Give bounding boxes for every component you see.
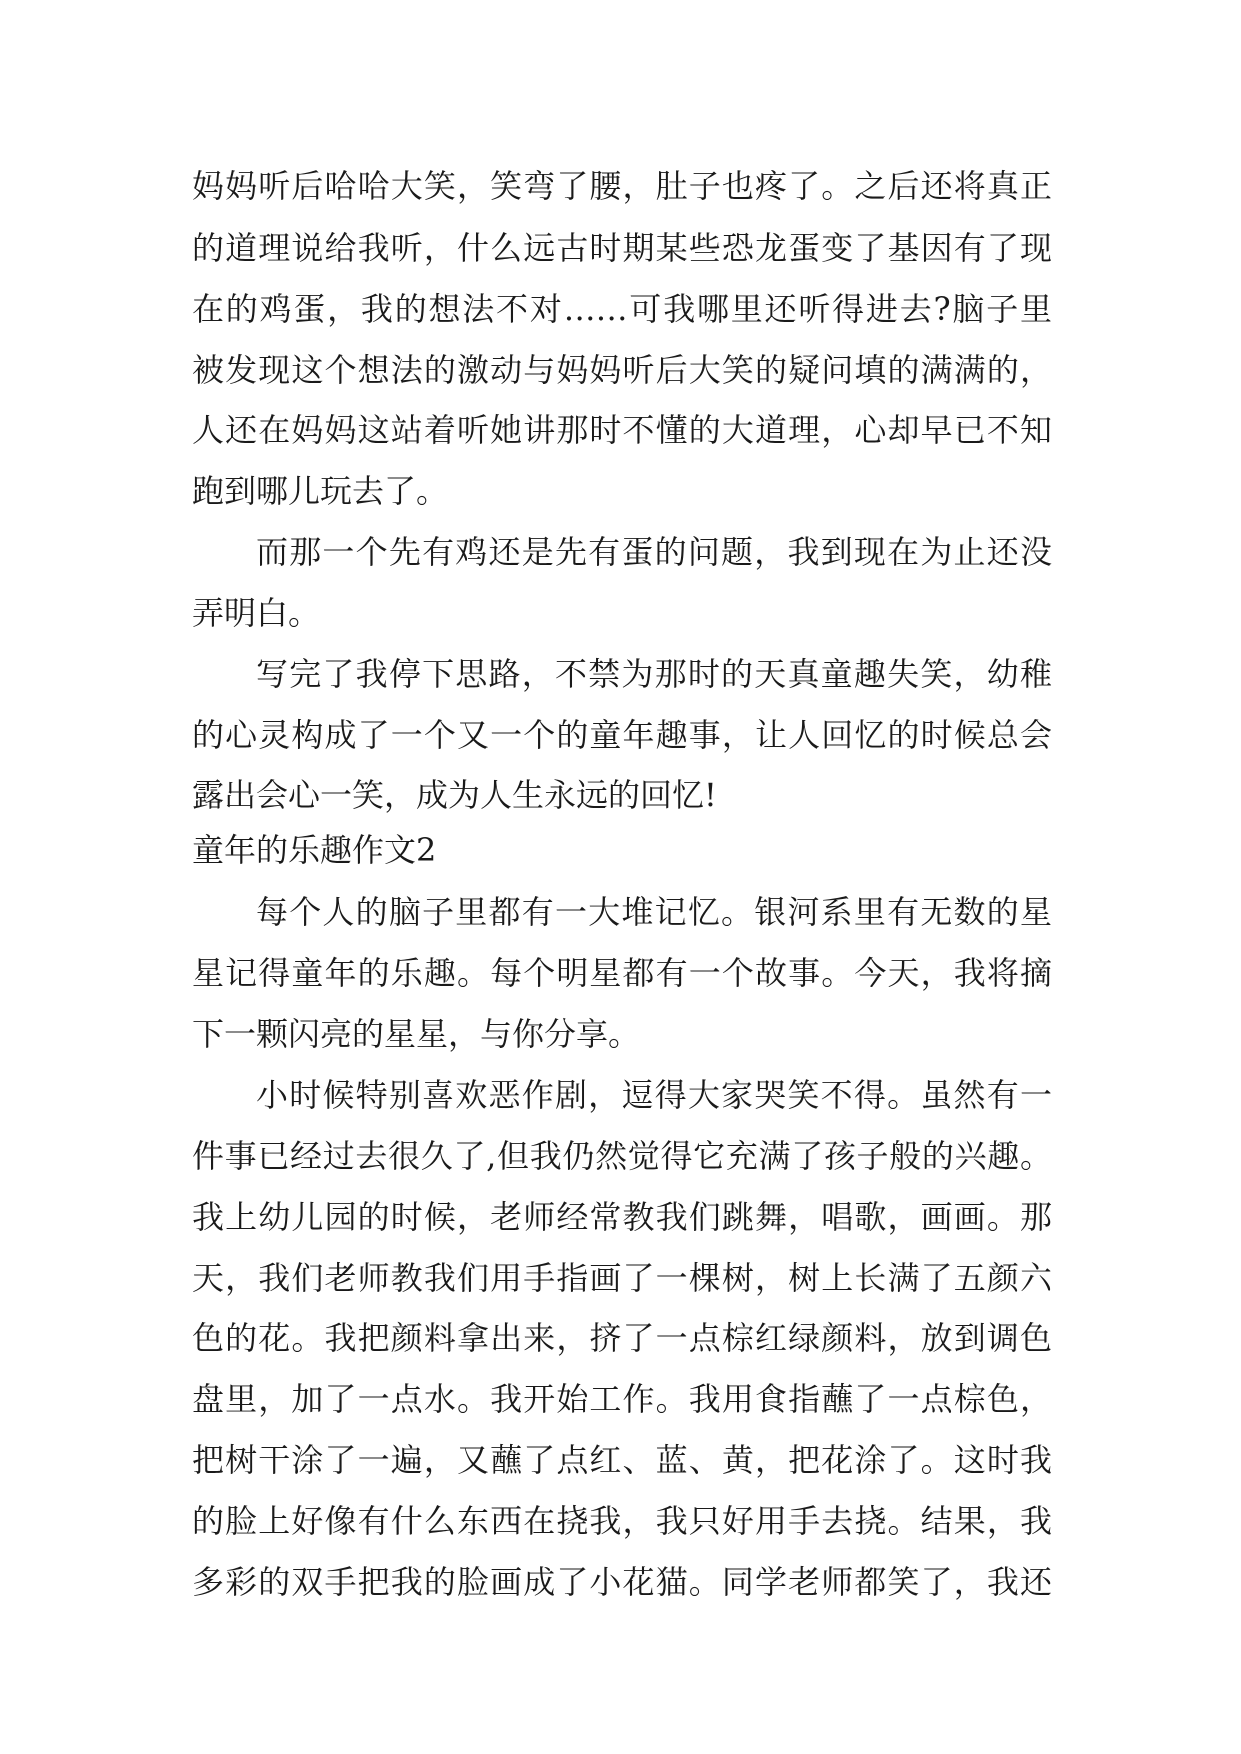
text-line: 件事已经过去很久了,但我仍然觉得它充满了孩子般的兴趣。 [192, 1137, 1052, 1175]
text-line: 每个人的脑子里都有一大堆记忆。银河系里有无数的星 [256, 893, 1052, 931]
text-line: 人还在妈妈这站着听她讲那时不懂的大道理，心却早已不知 [192, 411, 1052, 449]
text-line: 写完了我停下思路，不禁为那时的天真童趣失笑，幼稚 [256, 655, 1052, 693]
text-line: 星记得童年的乐趣。每个明星都有一个故事。今天，我将摘 [192, 954, 1052, 992]
text-line: 的脸上好像有什么东西在挠我，我只好用手去挠。结果，我 [192, 1502, 1052, 1540]
text-line: 天，我们老师教我们用手指画了一棵树，树上长满了五颜六 [192, 1259, 1052, 1297]
text-line: 盘里，加了一点水。我开始工作。我用食指蘸了一点棕色， [192, 1380, 1052, 1418]
text-line: 而那一个先有鸡还是先有蛋的问题，我到现在为止还没 [256, 533, 1052, 571]
text-line: 小时候特别喜欢恶作剧，逗得大家哭笑不得。虽然有一 [256, 1076, 1052, 1114]
text-line: 把树干涂了一遍，又蘸了点红、蓝、黄，把花涂了。这时我 [192, 1441, 1052, 1479]
text-line: 妈妈听后哈哈大笑，笑弯了腰，肚子也疼了。之后还将真正 [192, 167, 1052, 205]
text-line: 色的花。我把颜料拿出来，挤了一点棕红绿颜料，放到调色 [192, 1319, 1052, 1357]
text-line: 跑到哪儿玩去了。 [192, 472, 449, 510]
text-line: 我上幼儿园的时候，老师经常教我们跳舞，唱歌，画画。那 [192, 1198, 1052, 1236]
text-line: 多彩的双手把我的脸画成了小花猫。同学老师都笑了，我还 [192, 1563, 1052, 1601]
text-line: 在的鸡蛋，我的想法不对……可我哪里还听得进去?脑子里 [192, 290, 1052, 328]
section-title: 童年的乐趣作文2 [192, 831, 437, 869]
text-line: 下一颗闪亮的星星，与你分享。 [192, 1015, 641, 1053]
text-line: 的道理说给我听，什么远古时期某些恐龙蛋变了基因有了现 [192, 229, 1052, 267]
text-line: 弄明白。 [192, 594, 321, 632]
text-line: 的心灵构成了一个又一个的童年趣事，让人回忆的时候总会 [192, 716, 1052, 754]
text-line: 露出会心一笑，成为人生永远的回忆! [192, 776, 717, 814]
text-line: 被发现这个想法的激动与妈妈听后大笑的疑问填的满满的， [192, 351, 1052, 389]
